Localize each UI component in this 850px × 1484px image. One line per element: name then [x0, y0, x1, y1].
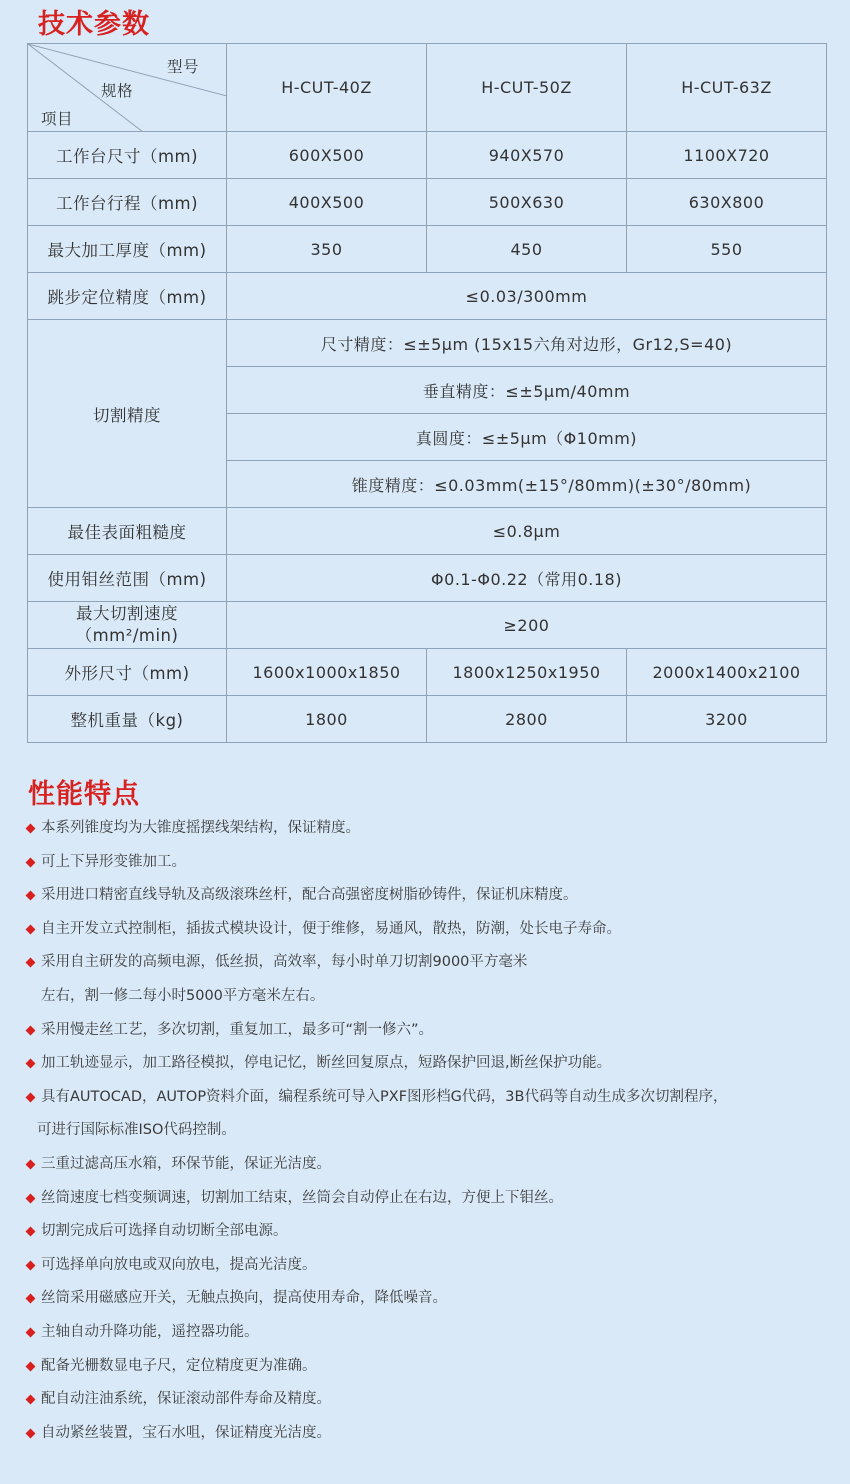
table-cell: 400X500 — [227, 179, 427, 226]
table-row — [28, 273, 827, 320]
list-item — [27, 1182, 827, 1216]
bullet-icon — [26, 924, 36, 934]
feature-text: 自主开发立式控制柜，插拔式模块设计，便于维修，易通风，散热，防潮，处长电子寿命。 — [41, 920, 621, 937]
feature-text: 可选择单向放电或双向放电，提高光洁度。 — [41, 1256, 317, 1273]
feature-text: 配备光栅数显电子尺，定位精度更为准确。 — [41, 1357, 317, 1374]
table-row — [28, 132, 827, 179]
feature-text: 切割完成后可选择自动切断全部电源。 — [41, 1223, 288, 1240]
table-cell: ≤0.8μm — [227, 508, 827, 555]
features-title: 性能特点 — [28, 779, 140, 810]
feature-text: 采用进口精密直线导轨及高级滚珠丝杆，配合高强密度树脂砂铸件，保证机床精度。 — [41, 887, 578, 904]
table-cell: 2800 — [427, 696, 627, 743]
table-cell: 940X570 — [427, 132, 627, 179]
bullet-icon — [26, 1294, 36, 1304]
table-row — [28, 226, 827, 273]
table-row — [28, 179, 827, 226]
feature-text-continued: 左右，割一修二每小时5000平方毫米左右。 — [41, 987, 325, 1004]
feature-text: 采用自主研发的高频电源，低丝损，高效率，每小时单刀切割9000平方毫米 — [41, 954, 528, 971]
row-label-line: 最大切割速度 — [76, 604, 178, 623]
table-cell: 1100X720 — [627, 132, 827, 179]
list-item — [27, 1249, 827, 1283]
row-label: 外形尺寸（mm) — [28, 649, 227, 696]
bullet-icon — [26, 891, 36, 901]
feature-text: 具有AUTOCAD，AUTOP资料介面，编程系统可导入PXF图形档G代码，3B代码等自动生成多次切割程序， — [41, 1088, 728, 1105]
table-cell: ≥200 — [227, 602, 827, 649]
table-cell: 500X630 — [427, 179, 627, 226]
row-label: 整机重量（kg) — [28, 696, 227, 743]
list-item — [27, 1215, 827, 1249]
list-item — [27, 1417, 827, 1451]
row-label — [28, 602, 227, 649]
bullet-icon — [26, 1092, 36, 1102]
corner-header-cell — [28, 44, 227, 132]
feature-text: 自动紧丝装置，宝石水咀，保证精度光洁度。 — [41, 1424, 331, 1441]
row-label: 跳步定位精度（mm) — [28, 273, 227, 320]
feature-text: 采用慢走丝工艺，多次切割，重复加工，最多可“割一修六”。 — [41, 1021, 434, 1038]
bullet-icon — [26, 857, 36, 867]
table-cell: ≤0.03/300mm — [227, 273, 827, 320]
list-item — [27, 879, 827, 913]
feature-text: 可上下异形变锥加工。 — [41, 853, 186, 870]
list-item — [27, 1148, 827, 1182]
table-cell: 1800x1250x1950 — [427, 649, 627, 696]
bullet-icon — [26, 1260, 36, 1270]
table-row — [28, 555, 827, 602]
bullet-icon — [26, 1227, 36, 1237]
corner-item-label: 项目 — [41, 110, 74, 128]
list-item — [27, 1047, 827, 1081]
feature-text-continued: 可进行国际标准ISO代码控制。 — [37, 1122, 236, 1139]
model-header-50z: H-CUT-50Z — [427, 44, 627, 132]
table-cell: 630X800 — [627, 179, 827, 226]
row-label: 工作台尺寸（mm) — [28, 132, 227, 179]
table-cell: 450 — [427, 226, 627, 273]
corner-spec-label: 规格 — [101, 82, 134, 100]
bullet-icon — [26, 1193, 36, 1203]
table-cell: 600X500 — [227, 132, 427, 179]
list-item — [27, 1383, 827, 1417]
accuracy-line: 尺寸精度：≤±5μm (15x15六角对边形，Gr12,S=40) — [227, 320, 827, 367]
bullet-icon — [26, 1428, 36, 1438]
feature-text: 丝筒采用磁感应开关，无触点换向，提高使用寿命，降低噪音。 — [41, 1290, 447, 1307]
table-cell: 350 — [227, 226, 427, 273]
accuracy-line: 垂直精度：≤±5μm/40mm — [227, 367, 827, 414]
table-row — [28, 320, 827, 367]
table-cell: 3200 — [627, 696, 827, 743]
spec-table — [27, 43, 827, 743]
feature-text: 配自动注油系统，保证滚动部件寿命及精度。 — [41, 1391, 331, 1408]
list-item — [27, 1316, 827, 1350]
list-item — [27, 913, 827, 947]
accuracy-line: 真圆度：≤±5μm（Φ10mm) — [227, 414, 827, 461]
list-item — [27, 1014, 827, 1048]
corner-model-label: 型号 — [167, 58, 200, 76]
spec-title: 技术参数 — [38, 9, 150, 40]
bullet-icon — [26, 1159, 36, 1169]
bullet-icon — [26, 1395, 36, 1405]
table-row — [28, 696, 827, 743]
bullet-icon — [26, 1025, 36, 1035]
bullet-icon — [26, 824, 36, 834]
accuracy-line: 锥度精度：≤0.03mm(±15°/80mm)(±30°/80mm) — [227, 461, 827, 508]
row-label: 使用钼丝范围（mm) — [28, 555, 227, 602]
table-row — [28, 508, 827, 555]
feature-text: 本系列锥度均为大锥度摇摆线架结构，保证精度。 — [41, 820, 360, 836]
table-cell: 550 — [627, 226, 827, 273]
table-cell: Φ0.1-Φ0.22（常用0.18) — [227, 555, 827, 602]
table-header-row — [28, 44, 827, 132]
bullet-icon — [26, 1327, 36, 1337]
row-label: 最大加工厚度（mm) — [28, 226, 227, 273]
row-label: 最佳表面粗糙度 — [28, 508, 227, 555]
row-label: 切割精度 — [28, 320, 227, 508]
list-item — [27, 1282, 827, 1316]
row-label: 工作台行程（mm) — [28, 179, 227, 226]
bullet-icon — [26, 958, 36, 968]
features-list — [27, 812, 827, 1450]
row-label-line: （mm²/min) — [75, 626, 179, 645]
feature-text: 丝筒速度七档变频调速，切割加工结束，丝筒会自动停止在右边，方便上下钼丝。 — [41, 1189, 563, 1206]
feature-text: 主轴自动升降功能，遥控器功能。 — [41, 1323, 259, 1340]
bullet-icon — [26, 1059, 36, 1069]
feature-text: 三重过滤高压水箱，环保节能，保证光洁度。 — [41, 1155, 331, 1172]
list-item — [27, 1350, 827, 1384]
table-row — [28, 602, 827, 649]
table-cell: 1800 — [227, 696, 427, 743]
model-header-40z: H-CUT-40Z — [227, 44, 427, 132]
list-item — [27, 1081, 827, 1148]
list-item — [27, 846, 827, 880]
list-item — [27, 946, 827, 1013]
model-header-63z: H-CUT-63Z — [627, 44, 827, 132]
table-cell: 2000x1400x2100 — [627, 649, 827, 696]
bullet-icon — [26, 1361, 36, 1371]
feature-text: 加工轨迹显示，加工路径模拟，停电记忆，断丝回复原点，短路保护回退,断丝保护功能。 — [41, 1055, 612, 1072]
list-item — [27, 812, 827, 846]
table-row — [28, 649, 827, 696]
table-cell: 1600x1000x1850 — [227, 649, 427, 696]
